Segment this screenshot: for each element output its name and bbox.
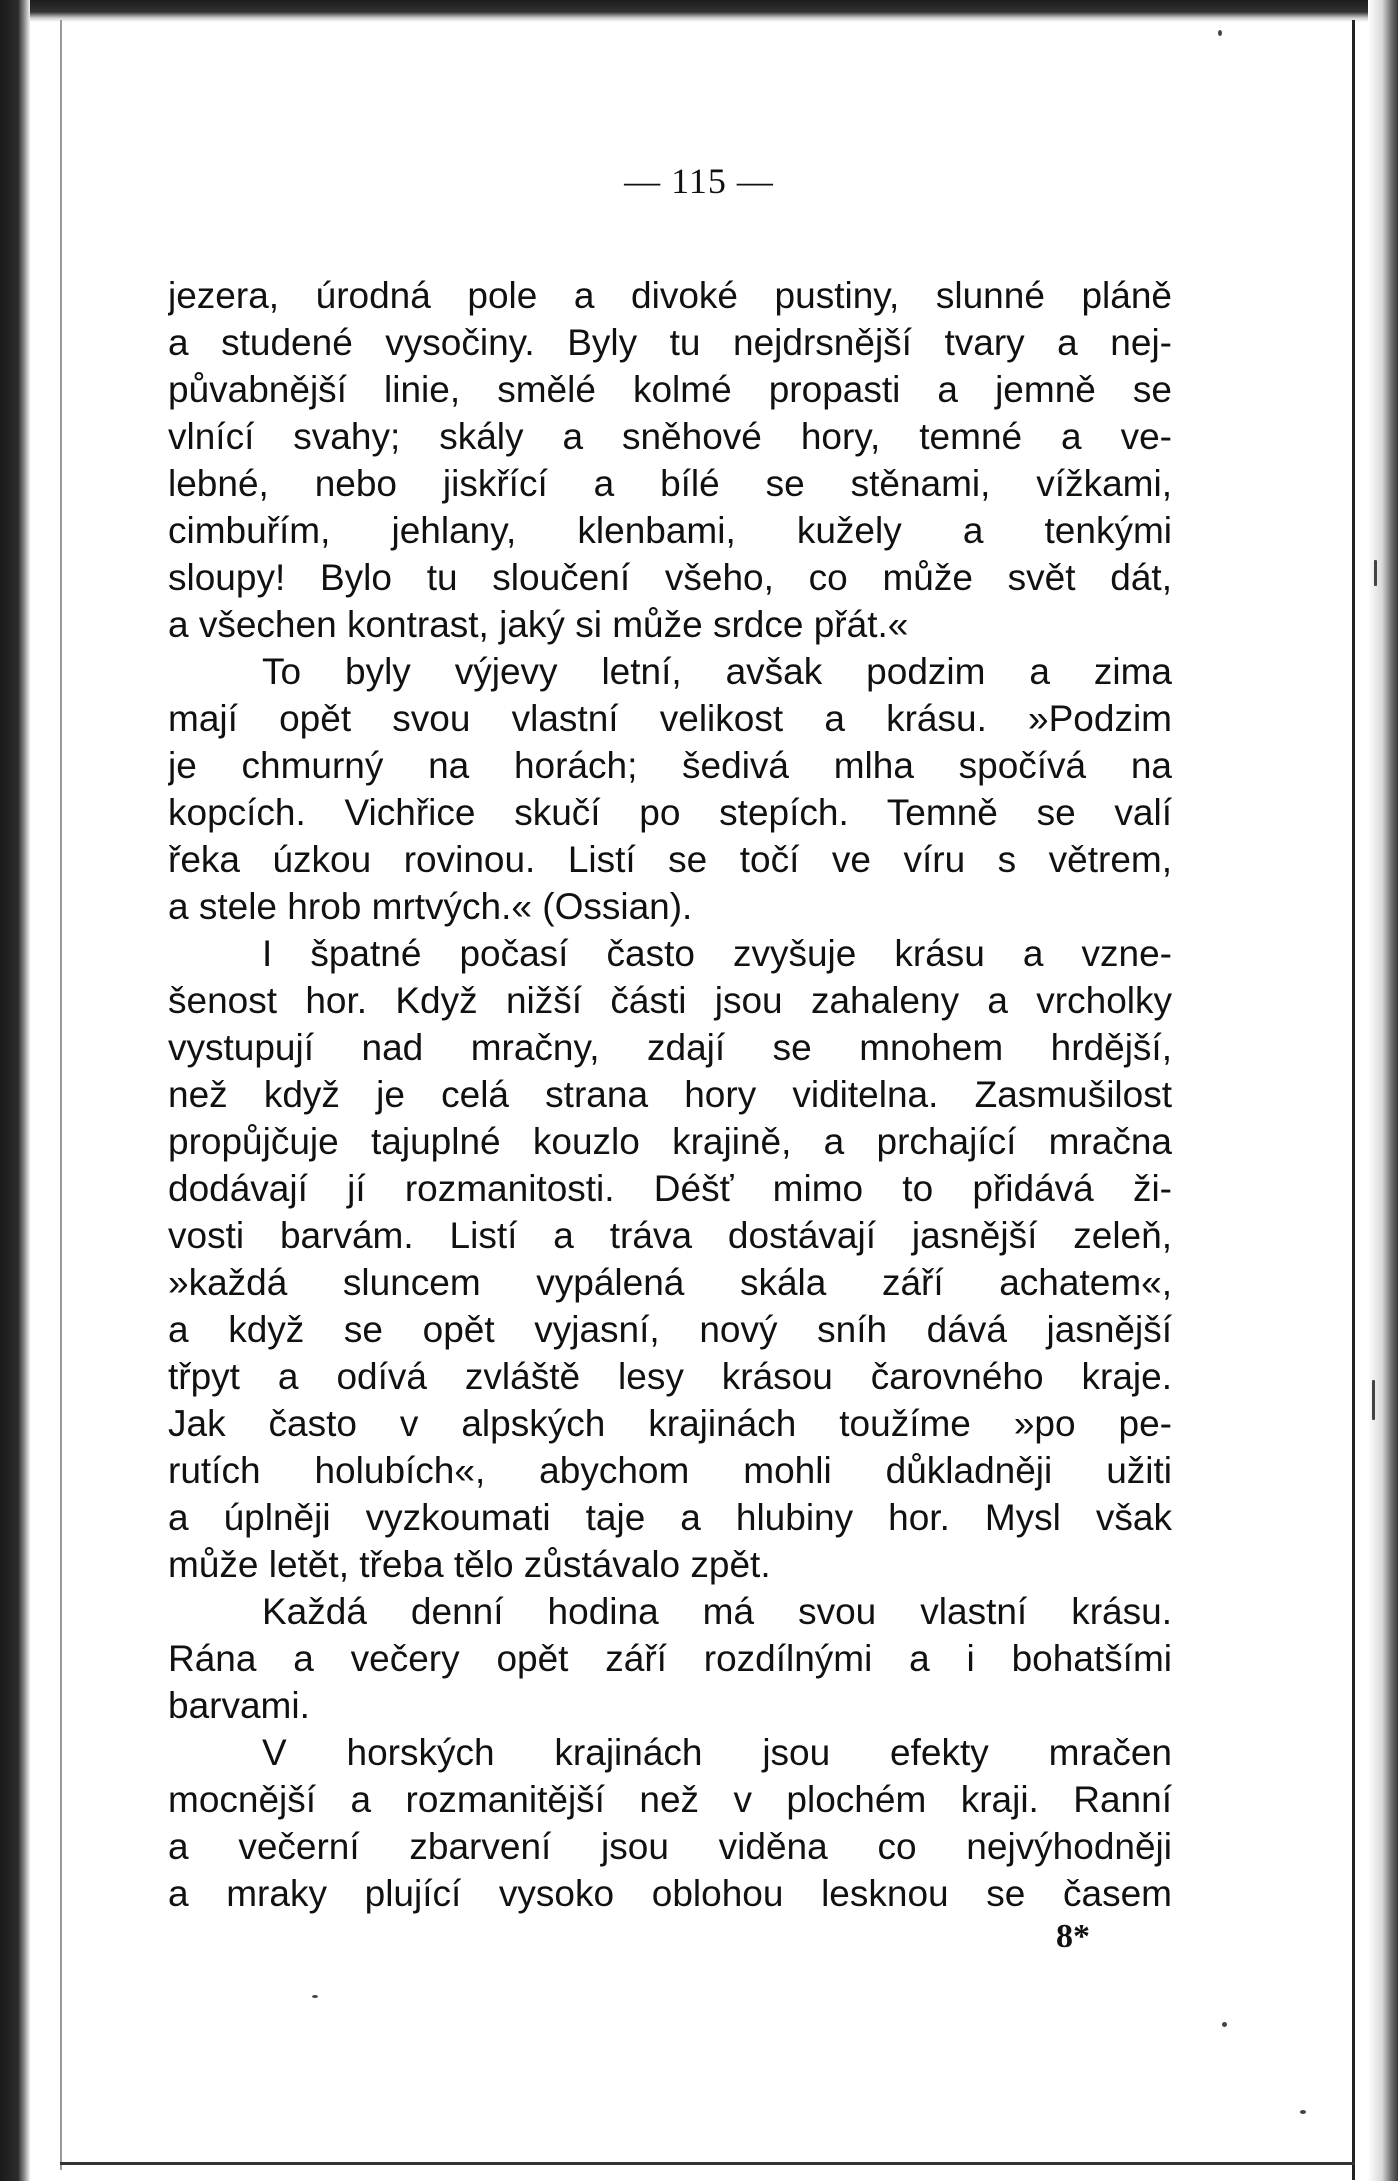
paragraph-start: V horských krajinách jsou efekty mračen (262, 1732, 1172, 1773)
text-line: sloupy! Bylo tu sloučení všeho, co může svět dát, (168, 557, 1172, 598)
text-line: třpyt a odívá zvláště lesy krásou čarovného kraje. (168, 1356, 1172, 1397)
text-line: půvabnější linie, smělé kolmé propasti a jemně se (168, 369, 1172, 410)
text-line: »každá sluncem vypálená skála září achatem«, (168, 1262, 1172, 1303)
signature-mark: 8* (1056, 1918, 1090, 1955)
paragraph-start: Každá denní hodina má svou vlastní krásu. (262, 1591, 1172, 1632)
text-line: a večerní zbarvení jsou viděna co nejvýhodněji (168, 1826, 1172, 1867)
text-line: jezera, úrodná pole a divoké pustiny, slunné pláně (168, 275, 1172, 316)
text-line: a všechen kontrast, jaký si může srdce přát.« (168, 604, 909, 645)
text-line: dodávají jí rozmanitosti. Déšť mimo to přidává ži- (168, 1168, 1172, 1209)
text-line: šenost hor. Když nižší části jsou zahaleny a vrcholky (168, 980, 1172, 1021)
text-line: Jak často v alpských krajinách toužíme »po pe- (168, 1403, 1172, 1444)
body-text (168, 272, 1172, 1917)
text-line: a úplněji vyzkoumati taje a hlubiny hor. Mysl však (168, 1497, 1172, 1538)
text-line: a stele hrob mrtvých.« (Ossian). (168, 886, 693, 927)
text-line: je chmurný na horách; šedivá mlha spočívá na (168, 745, 1172, 786)
text-line: vystupují nad mračny, zdají se mnohem hrdější, (168, 1027, 1172, 1068)
text-line: Rána a večery opět září rozdílnými a i bohatšími (168, 1638, 1172, 1679)
text-line: může letět, třeba tělo zůstávalo zpět. (168, 1544, 771, 1585)
text-line: a mraky plující vysoko oblohou lesknou se časem (168, 1873, 1172, 1914)
text-line: mají opět svou vlastní velikost a krásu. »Podzim (168, 698, 1172, 739)
text-line: kopcích. Vichřice skučí po stepích. Temně se valí (168, 792, 1172, 833)
text-line: a když se opět vyjasní, nový sníh dává jasnější (168, 1309, 1172, 1350)
text-line: než když je celá strana hory viditelna. Zasmušilost (168, 1074, 1172, 1115)
text-line: vlnící svahy; skály a sněhové hory, temné a ve- (168, 416, 1172, 457)
paragraph-start: I špatné počasí často zvyšuje krásu a vzne- (262, 933, 1172, 974)
paragraph-start: To byly výjevy letní, avšak podzim a zima (262, 651, 1172, 692)
text-line: a studené vysočiny. Byly tu nejdrsnější tvary a nej- (168, 322, 1172, 363)
text-line: propůjčuje tajuplné kouzlo krajině, a prchající mračna (168, 1121, 1172, 1162)
text-line: rutích holubích«, abychom mohli důkladněji užiti (168, 1450, 1172, 1491)
text-line: vosti barvám. Listí a tráva dostávají jasnější zeleň, (168, 1215, 1172, 1256)
text-line: lebné, nebo jiskřící a bílé se stěnami, vížkami, (168, 463, 1172, 504)
text-line: mocnější a rozmanitější než v plochém kraji. Ranní (168, 1779, 1172, 1820)
page-number: — 115 — (624, 161, 774, 201)
text-line: barvami. (168, 1685, 310, 1726)
text-line: řeka úzkou rovinou. Listí se točí ve víru s větrem, (168, 839, 1172, 880)
text-line: cimbuřím, jehlany, klenbami, kužely a tenkými (168, 510, 1172, 551)
